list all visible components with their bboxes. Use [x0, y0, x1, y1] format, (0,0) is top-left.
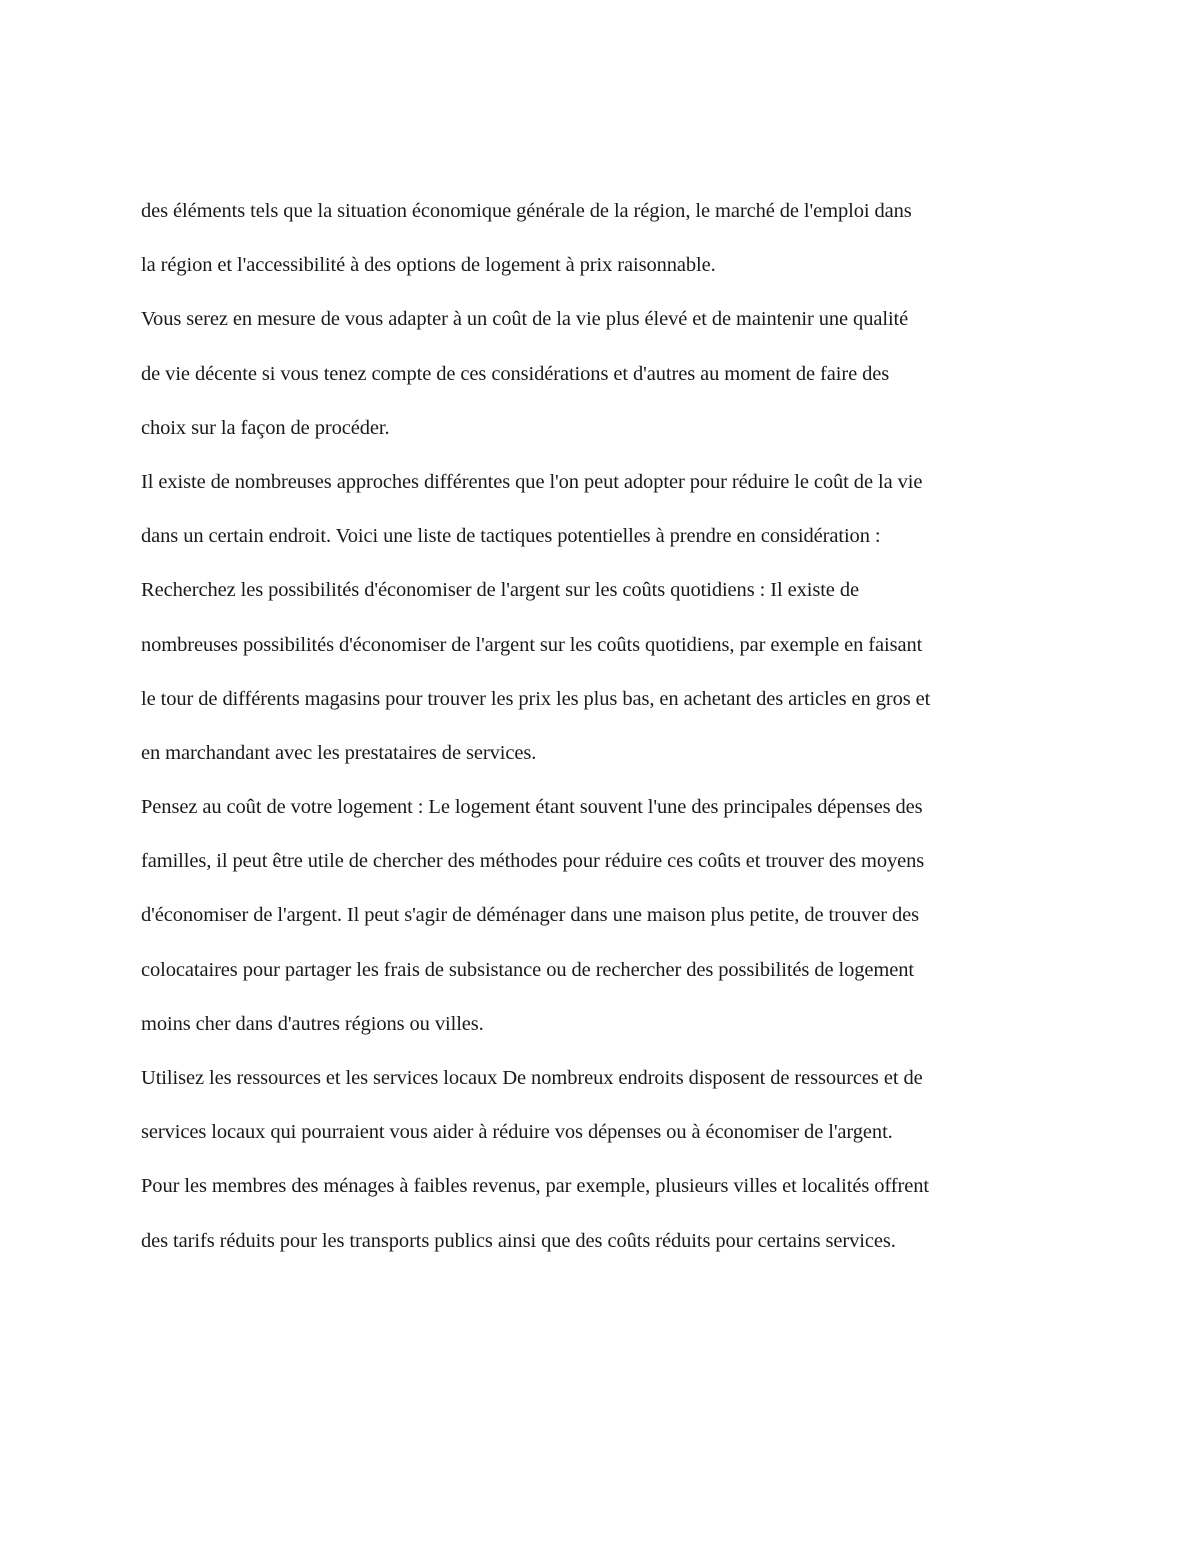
text-line: choix sur la façon de procéder. — [141, 416, 390, 439]
text-line: familles, il peut être utile de chercher des méthodes pour réduire ces coûts et trouver des moyens — [141, 850, 925, 873]
text-line: la région et l'accessibilité à des options de logement à prix raisonnable. — [141, 254, 716, 277]
text-line: Pour les membres des ménages à faibles revenus, par exemple, plusieurs villes et localités offrent — [141, 1175, 929, 1198]
text-line: de vie décente si vous tenez compte de ces considérations et d'autres au moment de faire des — [141, 362, 890, 385]
text-line: en marchandant avec les prestataires de services. — [141, 741, 537, 764]
text-line: le tour de différents magasins pour trouver les prix les plus bas, en achetant des articles en gros et — [141, 687, 931, 710]
text-line: Recherchez les possibilités d'économiser de l'argent sur les coûts quotidiens : Il existe de — [141, 579, 859, 602]
text-line: Vous serez en mesure de vous adapter à un coût de la vie plus élevé et de maintenir une qualité — [141, 308, 909, 331]
text-line: services locaux qui pourraient vous aider à réduire vos dépenses ou à économiser de l'argent. — [141, 1121, 893, 1144]
text-line: Utilisez les ressources et les services locaux De nombreux endroits disposent de ressources et de — [141, 1067, 923, 1089]
text-line: Il existe de nombreuses approches différentes que l'on peut adopter pour réduire le coût de la vie — [141, 470, 923, 493]
text-line: colocataires pour partager les frais de subsistance ou de rechercher des possibilités de logement — [141, 958, 914, 981]
text-line: dans un certain endroit. Voici une liste de tactiques potentielles à prendre en considération : — [141, 525, 881, 548]
document-body — [141, 184, 1071, 1268]
text-line: des éléments tels que la situation économique générale de la région, le marché de l'emploi dans — [141, 200, 912, 222]
text-line: des tarifs réduits pour les transports publics ainsi que des coûts réduits pour certains services. — [141, 1229, 896, 1252]
text-line: moins cher dans d'autres régions ou villes. — [141, 1012, 484, 1035]
text-line: d'économiser de l'argent. Il peut s'agir de déménager dans une maison plus petite, de trouver des — [141, 904, 920, 927]
text-line: nombreuses possibilités d'économiser de l'argent sur les coûts quotidiens, par exemple en faisant — [141, 633, 923, 656]
text-line: Pensez au coût de votre logement : Le logement étant souvent l'une des principales dépenses des — [141, 796, 923, 819]
